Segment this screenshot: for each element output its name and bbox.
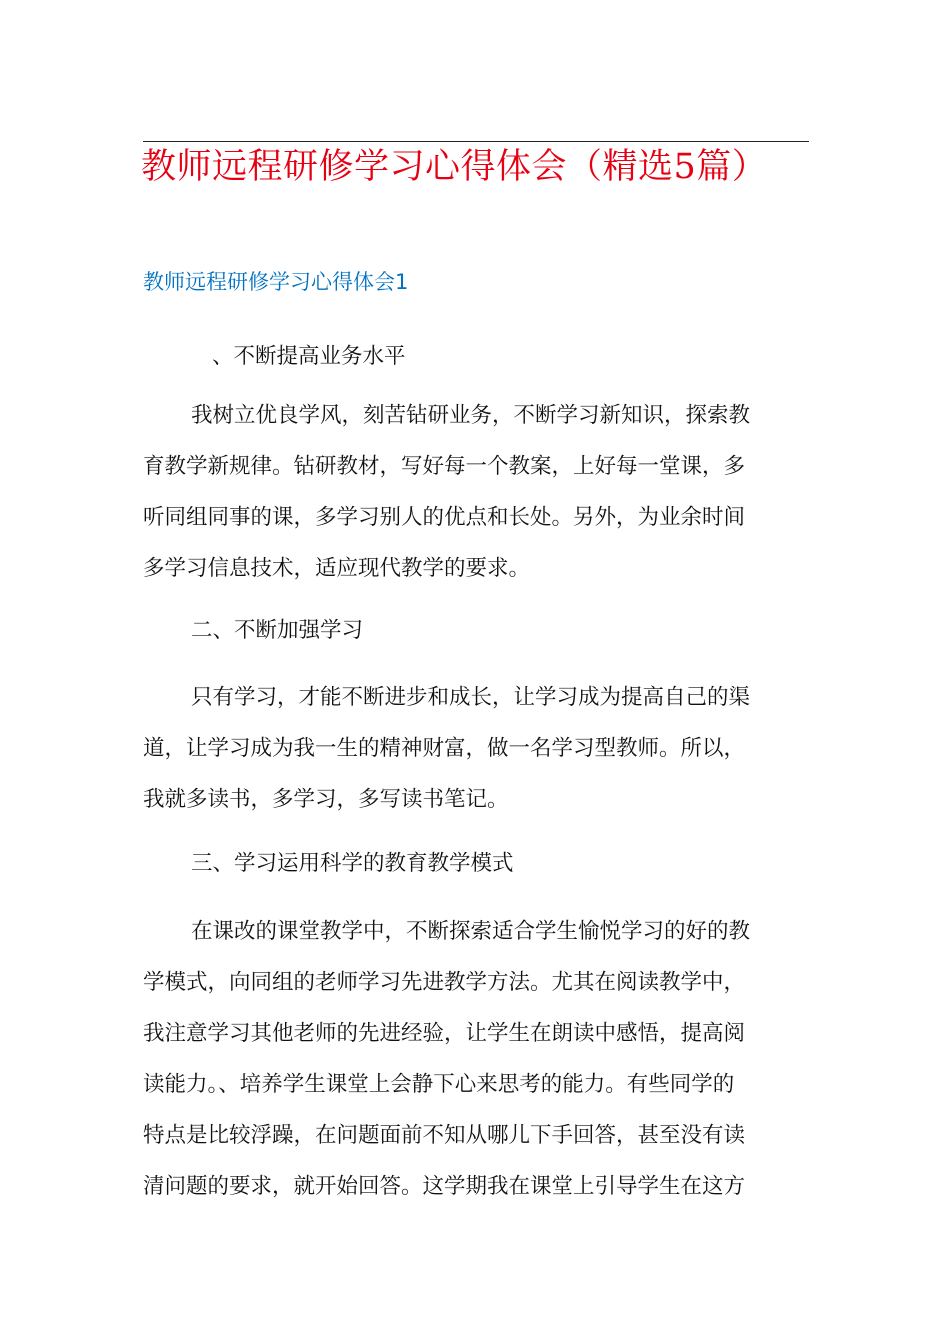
paragraph-line: 育教学新规律。钻研教材，写好每一个教案，上好每一堂课，多 — [143, 454, 746, 479]
paragraph-line: 我就多读书，多学习，多写读书笔记。 — [143, 787, 509, 812]
paragraph-2 — [143, 672, 809, 825]
subheading-1: 、不断提高业务水平 — [212, 344, 406, 369]
paragraph-line: 我注意学习其他老师的先进经验，让学生在朗读中感悟，提高阅 — [143, 1021, 746, 1046]
subheading-3: 三、学习运用科学的教育教学模式 — [191, 851, 514, 876]
paragraph-1 — [143, 390, 809, 594]
paragraph-line: 在课改的课堂教学中，不断探索适合学生愉悦学习的好的教 — [191, 919, 751, 944]
paragraph-3 — [143, 906, 809, 1212]
paragraph-line: 只有学习，才能不断进步和成长，让学习成为提高自己的渠 — [191, 685, 751, 710]
document-title: 教师远程研修学习心得体会（精选5篇） — [141, 147, 768, 187]
paragraph-line: 我树立优良学风，刻苦钻研业务，不断学习新知识，探索教 — [191, 403, 751, 428]
paragraph-line: 听同组同事的课，多学习别人的优点和长处。另外，为业余时间 — [143, 505, 746, 530]
paragraph-line: 读能力。、培养学生课堂上会静下心来思考的能力。有些同学的 — [143, 1072, 735, 1097]
subheading-2: 二、不断加强学习 — [191, 618, 364, 643]
paragraph-line: 道，让学习成为我一生的精神财富，做一名学习型教师。所以， — [143, 736, 746, 761]
paragraph-line: 学模式，向同组的老师学习先进教学方法。尤其在阅读教学中， — [143, 970, 746, 995]
paragraph-line: 特点是比较浮躁，在问题面前不知从哪儿下手回答，甚至没有读 — [143, 1123, 746, 1148]
paragraph-line: 多学习信息技术，适应现代教学的要求。 — [143, 556, 531, 581]
section-heading: 教师远程研修学习心得体会1 — [143, 270, 409, 294]
paragraph-line: 清问题的要求，就开始回答。这学期我在课堂上引导学生在这方 — [143, 1174, 746, 1199]
